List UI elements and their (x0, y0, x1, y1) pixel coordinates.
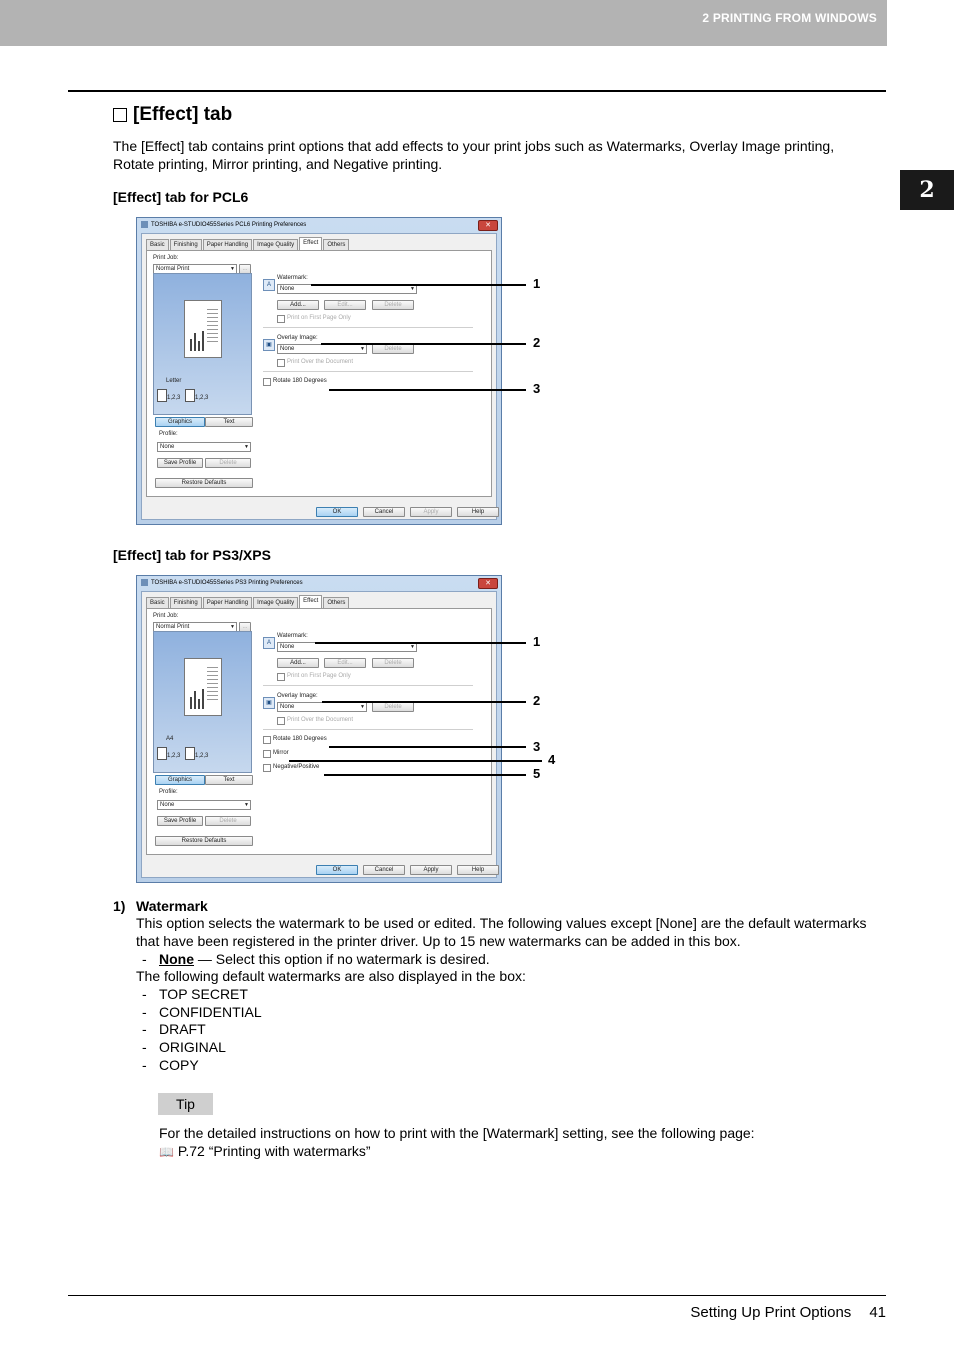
list-dash: - (142, 986, 147, 1002)
copy-label-1: 1,2,3 (167, 753, 181, 759)
intro-line-1: The [Effect] tab contains print options that add effects to your print jobs such as Watermarks, Overlay Image printing, (113, 138, 835, 154)
tip-reference[interactable] (159, 1142, 371, 1161)
callout-5: 5 (533, 766, 541, 781)
tab-basic[interactable]: Basic (146, 597, 169, 608)
watermark-icon: A (263, 637, 275, 649)
list-dash: - (142, 1004, 147, 1020)
copy-doc-icon (185, 389, 195, 402)
overlay-image-label: Overlay Image: (277, 693, 318, 699)
printer-icon (141, 579, 148, 586)
pcl6-subheading: [Effect] tab for PCL6 (113, 189, 249, 205)
graphics-button[interactable]: Graphics (155, 775, 205, 785)
chevron-down-icon: ▼ (230, 624, 235, 630)
default-watermark-item: CONFIDENTIAL (159, 1004, 262, 1020)
list-dash: - (142, 1057, 147, 1073)
pcl6-dialog (136, 217, 502, 525)
restore-defaults-button[interactable]: Restore Defaults (155, 478, 253, 488)
tab-finishing[interactable]: Finishing (170, 239, 202, 250)
preview-pane (153, 273, 252, 415)
paper-size-label: A4 (166, 736, 174, 742)
default-watermark-item: TOP SECRET (159, 986, 248, 1002)
tab-image-quality[interactable]: Image Quality (253, 597, 298, 608)
first-page-only-checkbox[interactable] (277, 315, 285, 323)
tab-others[interactable]: Others (323, 597, 349, 608)
callout-1: 1 (533, 276, 541, 291)
watermark-item-number: 1) (113, 898, 126, 914)
negative-positive-checkbox[interactable] (263, 764, 271, 772)
callout-2: 2 (533, 335, 541, 350)
save-profile-button[interactable]: Save Profile (157, 816, 203, 826)
tab-finishing[interactable]: Finishing (170, 597, 202, 608)
overlay-delete-button[interactable]: Delete (372, 702, 414, 712)
callout-line-2 (321, 343, 526, 345)
graphics-button[interactable]: Graphics (155, 417, 205, 427)
chevron-down-icon: ▼ (360, 704, 365, 710)
callout-3: 3 (533, 381, 541, 396)
first-page-only-checkbox[interactable] (277, 673, 285, 681)
watermark-label: Watermark: (277, 633, 308, 639)
dialog-body (141, 233, 497, 520)
callout-2: 2 (533, 693, 541, 708)
intro-line-2: Rotate printing, Mirror printing, and Negative printing. (113, 156, 443, 172)
heading-text: [Effect] tab (133, 104, 233, 125)
mirror-checkbox[interactable] (263, 750, 271, 758)
delete-profile-button[interactable]: Delete (205, 816, 251, 826)
print-job-more-button[interactable]: ... (239, 264, 251, 274)
list-dash: - (142, 1021, 147, 1037)
page-heading (113, 104, 232, 126)
callout-3: 3 (533, 739, 541, 754)
top-rule (68, 90, 886, 92)
book-icon: 📖 (159, 1145, 174, 1159)
print-job-label: Print Job: (153, 255, 179, 261)
checkbox-bullet-icon (113, 108, 127, 122)
page-number: 41 (869, 1304, 886, 1321)
rotate-180-label: Rotate 180 Degrees (273, 378, 327, 384)
watermark-desc-2: that have been registered in the printer driver. Up to 15 new watermarks can be added in this box. (136, 933, 741, 949)
none-term: None (159, 951, 194, 967)
delete-profile-button[interactable]: Delete (205, 458, 251, 468)
profile-dropdown[interactable]: None ▼ (157, 442, 251, 452)
apply-button[interactable]: Apply (410, 865, 452, 875)
help-button[interactable]: Help (457, 507, 499, 517)
watermark-edit-button[interactable]: Edit... (324, 300, 366, 310)
callout-1: 1 (533, 634, 541, 649)
callout-line-1 (315, 642, 526, 644)
overlay-image-icon: ▣ (263, 697, 275, 709)
apply-button[interactable]: Apply (410, 507, 452, 517)
callout-4: 4 (548, 752, 556, 767)
text-button[interactable]: Text (205, 417, 253, 427)
watermark-dropdown[interactable]: None ▼ (277, 642, 417, 652)
defaults-intro: The following default watermarks are also displayed in the box: (136, 968, 526, 984)
print-job-more-button[interactable]: ... (239, 622, 251, 632)
callout-line-5 (324, 774, 526, 776)
page-preview-image (184, 658, 222, 716)
watermark-add-button[interactable]: Add... (277, 658, 319, 668)
watermark-delete-button[interactable]: Delete (372, 658, 414, 668)
overlay-image-label: Overlay Image: (277, 335, 318, 341)
overlay-image-dropdown[interactable]: None ▼ (277, 344, 367, 354)
divider (263, 729, 473, 730)
save-profile-button[interactable]: Save Profile (157, 458, 203, 468)
chevron-down-icon: ▼ (230, 266, 235, 272)
callout-line-1 (311, 284, 526, 286)
cancel-button[interactable]: Cancel (363, 865, 405, 875)
default-watermark-item: ORIGINAL (159, 1039, 226, 1055)
chevron-down-icon: ▼ (244, 802, 249, 808)
text-button[interactable]: Text (205, 775, 253, 785)
copy-doc-icon (157, 389, 167, 402)
cancel-button[interactable]: Cancel (363, 507, 405, 517)
watermark-icon: A (263, 279, 275, 291)
watermark-label: Watermark: (277, 275, 308, 281)
watermark-edit-button[interactable]: Edit... (324, 658, 366, 668)
default-watermark-item: DRAFT (159, 1021, 206, 1037)
print-over-document-checkbox[interactable] (277, 717, 285, 725)
dialog-title: TOSHIBA e-STUDIO455Series PCL6 Printing Preferences (141, 221, 306, 228)
tab-effect[interactable]: Effect (299, 237, 322, 250)
overlay-delete-button[interactable]: Delete (372, 344, 414, 354)
none-desc: — Select this option if no watermark is desired. (194, 951, 490, 967)
ps3-subheading: [Effect] tab for PS3/XPS (113, 547, 271, 563)
tab-paper-handling[interactable]: Paper Handling (203, 239, 252, 250)
divider (263, 685, 473, 686)
dialog-title: TOSHIBA e-STUDIO455Series PS3 Printing Preferences (141, 579, 303, 586)
print-over-document-checkbox[interactable] (277, 359, 285, 367)
preview-pane (153, 631, 252, 773)
rotate-180-label: Rotate 180 Degrees (273, 736, 327, 742)
tab-others[interactable]: Others (323, 239, 349, 250)
callout-line-3 (329, 389, 526, 391)
watermark-delete-button[interactable]: Delete (372, 300, 414, 310)
tab-paper-handling[interactable]: Paper Handling (203, 597, 252, 608)
copy-label-2: 1,2,3 (195, 395, 209, 401)
first-page-only-label: Print on First Page Only (287, 673, 351, 679)
print-over-document-label: Print Over the Document (287, 359, 354, 365)
list-dash: - (142, 951, 147, 967)
mirror-label: Mirror (273, 750, 289, 756)
default-watermark-item: COPY (159, 1057, 199, 1073)
ps3-dialog (136, 575, 502, 883)
ok-button[interactable]: OK (316, 865, 358, 875)
close-button[interactable]: ✕ (478, 220, 498, 231)
divider (263, 327, 473, 328)
tip-label: Tip (158, 1093, 213, 1115)
copy-doc-icon (157, 747, 167, 760)
print-job-label: Print Job: (153, 613, 179, 619)
profile-dropdown[interactable]: None ▼ (157, 800, 251, 810)
footer (690, 1304, 886, 1321)
rotate-180-checkbox[interactable] (263, 736, 271, 744)
watermark-dropdown[interactable]: None ▼ (277, 284, 417, 294)
copy-label-1: 1,2,3 (167, 395, 181, 401)
bottom-rule (68, 1295, 886, 1296)
close-button[interactable]: ✕ (478, 578, 498, 589)
negative-positive-label: Negative/Positive (273, 764, 320, 770)
callout-line-2 (322, 701, 526, 703)
profile-label: Profile: (159, 789, 178, 795)
chevron-down-icon: ▼ (410, 644, 415, 650)
watermark-desc-1: This option selects the watermark to be used or edited. The following values except [None] are the default watermarks (136, 915, 867, 931)
paper-size-label: Letter (166, 378, 182, 384)
effect-panel (146, 608, 492, 855)
tab-basic[interactable]: Basic (146, 239, 169, 250)
chevron-down-icon: ▼ (410, 286, 415, 292)
copy-doc-icon (185, 747, 195, 760)
first-page-only-label: Print on First Page Only (287, 315, 351, 321)
print-job-dropdown[interactable]: Normal Print ▼ (153, 622, 237, 632)
restore-defaults-button[interactable]: Restore Defaults (155, 836, 253, 846)
print-job-dropdown[interactable]: Normal Print ▼ (153, 264, 237, 274)
watermark-add-button[interactable]: Add... (277, 300, 319, 310)
list-dash: - (142, 1039, 147, 1055)
dialog-body (141, 591, 497, 878)
overlay-image-dropdown[interactable]: None ▼ (277, 702, 367, 712)
divider (263, 371, 473, 372)
overlay-image-icon: ▣ (263, 339, 275, 351)
page-preview-image (184, 300, 222, 358)
effect-panel (146, 250, 492, 497)
tab-image-quality[interactable]: Image Quality (253, 239, 298, 250)
watermark-item-title: Watermark (136, 898, 208, 914)
footer-title: Setting Up Print Options (690, 1304, 852, 1321)
tab-effect[interactable]: Effect (299, 595, 322, 608)
help-button[interactable]: Help (457, 865, 499, 875)
print-over-document-label: Print Over the Document (287, 717, 354, 723)
header-bar (0, 0, 887, 46)
copy-label-2: 1,2,3 (195, 753, 209, 759)
tip-reference-link[interactable]: P.72 “Printing with watermarks” (177, 1143, 371, 1159)
rotate-180-checkbox[interactable] (263, 378, 271, 386)
tip-text: For the detailed instructions on how to print with the [Watermark] setting, see the following page: (159, 1125, 755, 1141)
chevron-down-icon: ▼ (360, 346, 365, 352)
chevron-down-icon: ▼ (244, 444, 249, 450)
chapter-tab: 2 (900, 170, 954, 210)
profile-label: Profile: (159, 431, 178, 437)
ok-button[interactable]: OK (316, 507, 358, 517)
none-option-line (159, 950, 490, 968)
section-title: 2 PRINTING FROM WINDOWS (702, 11, 877, 25)
callout-line-4 (289, 760, 542, 762)
printer-icon (141, 221, 148, 228)
callout-line-3 (329, 746, 526, 748)
